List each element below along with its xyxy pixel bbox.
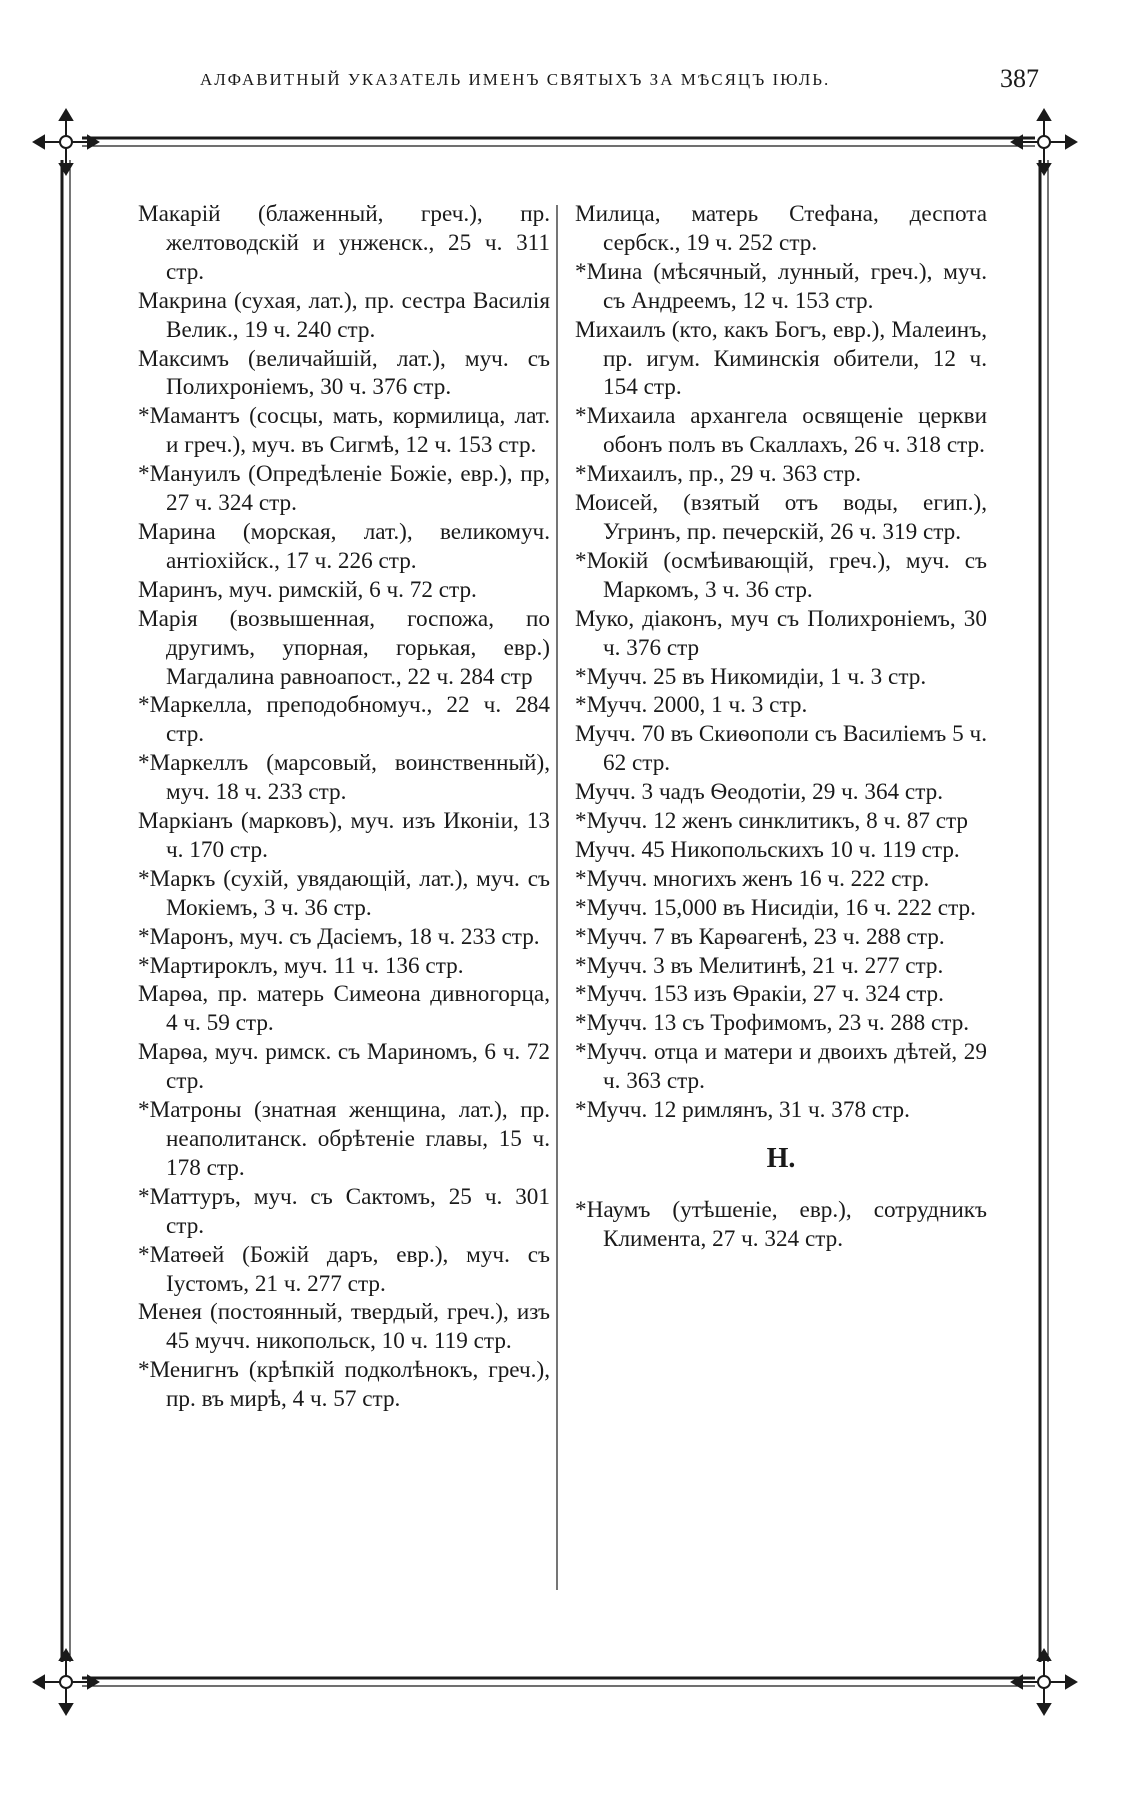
index-entry: *Менигнъ (крѣпкій подколѣнокъ, греч.), пр. въ мирѣ, 4 ч. 57 стр. [138, 1357, 550, 1413]
left-column [138, 200, 550, 1414]
page-number: 387 [1000, 64, 1039, 93]
index-entry: *Маронъ, муч. съ Дасіемъ, 18 ч. 233 стр. [138, 923, 540, 950]
index-entry: Мучч. 45 Никопольскихъ 10 ч. 119 стр. [575, 836, 960, 863]
index-entry: *Наумъ (утѣшеніе, евр.), сотрудникъ Климента, 27 ч. 324 стр. [575, 1196, 987, 1252]
index-entry: Маркіанъ (марковъ), муч. изъ Иконіи, 13 ч. 170 стр. [138, 808, 550, 863]
index-entry: Макарій (блаженный, греч.), пр. желтоводскій и унженск., 25 ч. 311 стр. [138, 201, 550, 285]
corner-ornament-bottom-left [34, 1650, 98, 1714]
index-entry: *Мучч. отца и матери и двоихъ дѣтей, 29 ч. 363 стр. [575, 1039, 987, 1095]
index-entry: *Мучч. 25 въ Никомидіи, 1 ч. 3 стр. [575, 663, 927, 690]
index-entry: *Мучч. 7 въ Карѳагенѣ, 23 ч. 288 стр. [575, 923, 945, 950]
running-header-title: АЛФАВИТНЫЙ УКАЗАТЕЛЬ ИМЕНЪ СВЯТЫХЪ ЗА МѢСЯЦЪ ІЮЛЬ. [200, 70, 831, 89]
index-entry: Мучч. 70 въ Скиѳополи съ Василіемъ 5 ч. 62 стр. [575, 721, 987, 777]
index-entry: *Матроны (знатная женщина, лат.), пр. неаполитанск. обрѣтеніе главы, 15 ч. 178 стр. [138, 1097, 550, 1181]
index-entry: *Мучч. 153 изъ Ѳракіи, 27 ч. 324 стр. [575, 981, 944, 1008]
index-entry: *Михаилъ, пр., 29 ч. 363 стр. [575, 461, 862, 488]
index-entry: Марина (морская, лат.), великомуч. антіохійск., 17 ч. 226 стр. [138, 518, 550, 574]
index-entry: *Мануилъ (Опредѣленіе Божіе, евр.), пр, 27 ч. 324 стр. [138, 461, 550, 517]
index-entry: *Мартироклъ, муч. 11 ч. 136 стр. [138, 952, 464, 979]
index-entry: *Маттуръ, муч. съ Сактомъ, 25 ч. 301 стр. [138, 1183, 550, 1239]
section-letter-heading: Н. [766, 1143, 796, 1174]
index-entry: *Мучч. 12 женъ синклитикъ, 8 ч. 87 стр [575, 808, 969, 835]
index-entry: Марія (возвышенная, госпожа, по другимъ, упорная, горькая, евр.) Магдалина равноапост., 22 ч. 284 стр [138, 605, 550, 690]
index-entry: Марѳа, муч. римск. съ Мариномъ, 6 ч. 72 стр. [138, 1039, 550, 1095]
index-entry: *Маркеллъ (марсовый, воинственный), муч. 18 ч. 233 стр. [138, 750, 550, 806]
index-entry: *Мучч. 15,000 въ Нисидіи, 16 ч. 222 стр. [575, 894, 976, 921]
index-entry: *Мучч. 12 римлянъ, 31 ч. 378 стр. [575, 1097, 910, 1124]
index-entry: *Мучч. 13 съ Трофимомъ, 23 ч. 288 стр. [575, 1010, 970, 1037]
index-entry: Маринъ, муч. римскій, 6 ч. 72 стр. [138, 576, 477, 603]
right-column [575, 200, 987, 1254]
index-entry: Муко, діаконъ, муч съ Полихроніемъ, 30 ч. 376 стр [575, 605, 987, 661]
index-entry: *Михаила архангела освященіе церкви обонъ полъ въ Скаллахъ, 26 ч. 318 стр. [575, 403, 987, 459]
index-entry: Мучч. 3 чадъ Ѳеодотіи, 29 ч. 364 стр. [575, 779, 944, 806]
index-entry: *Маркъ (сухій, увядающій, лат.), муч. съ Мокіемъ, 3 ч. 36 стр. [138, 865, 550, 921]
corner-ornament-bottom-right [1012, 1650, 1076, 1714]
index-entry: Марѳа, пр. матерь Симеона дивногорца, 4 ч. 59 стр. [138, 981, 550, 1037]
index-entry: *Мучч. 3 въ Мелитинѣ, 21 ч. 277 стр. [575, 952, 944, 979]
index-entry: Моисей, (взятый отъ воды, егип.), Угринъ, пр. печерскій, 26 ч. 319 стр. [575, 490, 987, 545]
index-entry: Михаилъ (кто, какъ Богъ, евр.), Малеинъ, пр. игум. Киминскія обители, 12 ч. 154 стр. [575, 316, 987, 401]
index-entry: *Мамантъ (сосцы, мать, кормилица, лат. и греч.), муч. въ Сигмѣ, 12 ч. 153 стр. [138, 403, 550, 459]
index-entry: *Мокій (осмѣивающій, греч.), муч. съ Маркомъ, 3 ч. 36 стр. [575, 547, 987, 603]
index-entry: *Матѳей (Божій даръ, евр.), муч. съ Іустомъ, 21 ч. 277 стр. [138, 1241, 550, 1297]
index-entry: Максимъ (величайшій, лат.), муч. съ Полихроніемъ, 30 ч. 376 стр. [138, 345, 550, 401]
index-entry: *Мучч. 2000, 1 ч. 3 стр. [575, 692, 808, 719]
corner-ornament-top-left [34, 110, 98, 174]
corner-ornament-top-right [1012, 110, 1076, 174]
index-entry: *Мучч. многихъ женъ 16 ч. 222 стр. [575, 865, 930, 892]
index-entry: *Мина (мѣсячный, лунный, греч.), муч. съ Андреемъ, 12 ч. 153 стр. [575, 258, 987, 314]
index-entry: Макрина (сухая, лат.), пр. сестра Василія Велик., 19 ч. 240 стр. [138, 287, 550, 343]
index-entry: Милица, матерь Стефана, деспота сербск., 19 ч. 252 стр. [575, 201, 987, 256]
index-entry: *Маркелла, преподобномуч., 22 ч. 284 стр. [138, 692, 550, 748]
index-entry: Менея (постоянный, твердый, греч.), изъ 45 мучч. никопольск, 10 ч. 119 стр. [138, 1299, 550, 1355]
